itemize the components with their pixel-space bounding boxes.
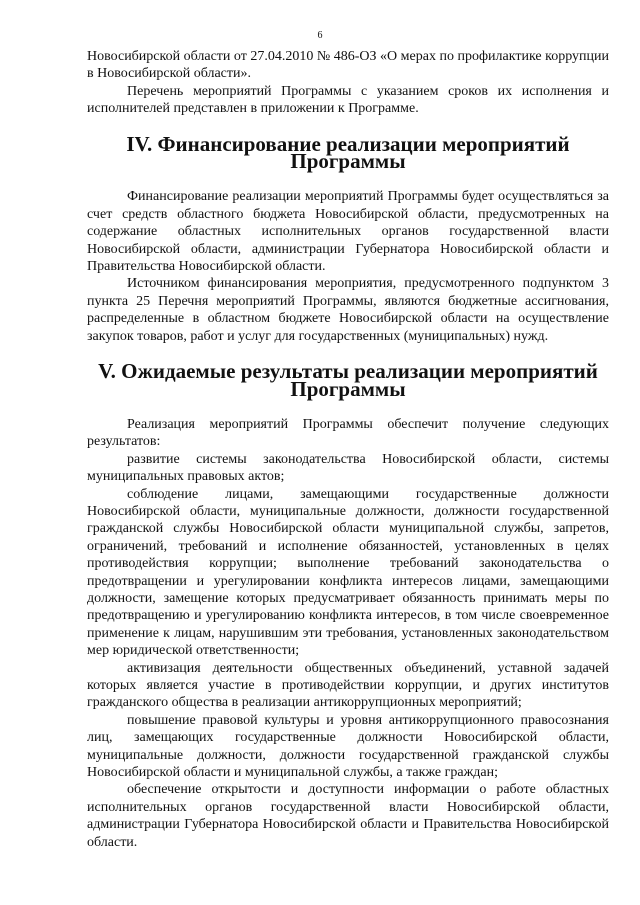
paragraph-intro-continuation: Новосибирской области от 27.04.2010 № 486-ОЗ «О мерах по профилактике коррупции в Новосибирской области».	[87, 49, 609, 82]
page-number: 6	[317, 30, 323, 41]
paragraph-program-list: Перечень мероприятий Программы с указанием сроков их исполнения и исполнителей представлен в приложении к Программе.	[87, 83, 609, 117]
list-item-transparency: обеспечение открытости и доступности информации о работе областных исполнительных органов государственной власти Новосибирской области, администрации Губернатора Новосибирской области и Правительства Новосибирской области.	[87, 782, 609, 850]
list-item-legislation: развитие системы законодательства Новосибирской области, системы муниципальных правовых актов;	[87, 451, 609, 485]
list-item-public-associations: активизация деятельности общественных объединений, уставной задачей которых является участие в противодействии коррупции, и других институтов гражданского общества в реализации антикоррупционных мероприятий;	[87, 660, 609, 711]
list-item-compliance: соблюдение лицами, замещающими государственные должности Новосибирской области, муниципальные должности, должности государственной гражданской службы Новосибирской области муниципальной службы, запретов, ограничений, требований и исполнение обязанностей, установленных в целях противодействия коррупции; выполнение требований законодательства о предотвращении и урегулировании конфликта интересов лицами, замещающими должности, замещение которых предусматривает обязанность принимать меры по предотвращению и урегулированию конфликта интересов, в том числе своевременное применение к лицам, нарушившим эти требования, установленных законодательством мер юридической ответственности;	[87, 486, 609, 659]
section-heading-results: V. Ожидаемые результаты реализации мероприятий Программы	[98, 359, 598, 401]
paragraph-results-intro: Реализация мероприятий Программы обеспечит получение следующих результатов:	[87, 416, 609, 450]
paragraph-financing-1: Финансирование реализации мероприятий Программы будет осуществляться за счет средств областного бюджета Новосибирской области, предусмотренных на содержание областных исполнительных органов государственной власти Новосибирской области, администрации Губернатора Новосибирской области и Правительства Новосибирской области.	[87, 189, 609, 275]
section-heading-financing: IV. Финансирование реализации мероприятий Программы	[126, 131, 570, 174]
document-body	[87, 48, 609, 851]
paragraph-financing-2: Источником финансирования мероприятия, предусмотренного подпунктом 3 пункта 25 Перечня мероприятий Программы, являются бюджетные ассигнования, распределенные в областном бюджете Новосибирской области на осуществление закупок товаров, работ и услуг для государственных (муниципальных) нужд.	[87, 276, 609, 344]
list-item-legal-culture: повышение правовой культуры и уровня антикоррупционного правосознания лиц, замещающих государственные должности Новосибирской области, муниципальные должности, должности государственной гражданской службы Новосибирской области и муниципальной службы, а также граждан;	[87, 712, 609, 781]
